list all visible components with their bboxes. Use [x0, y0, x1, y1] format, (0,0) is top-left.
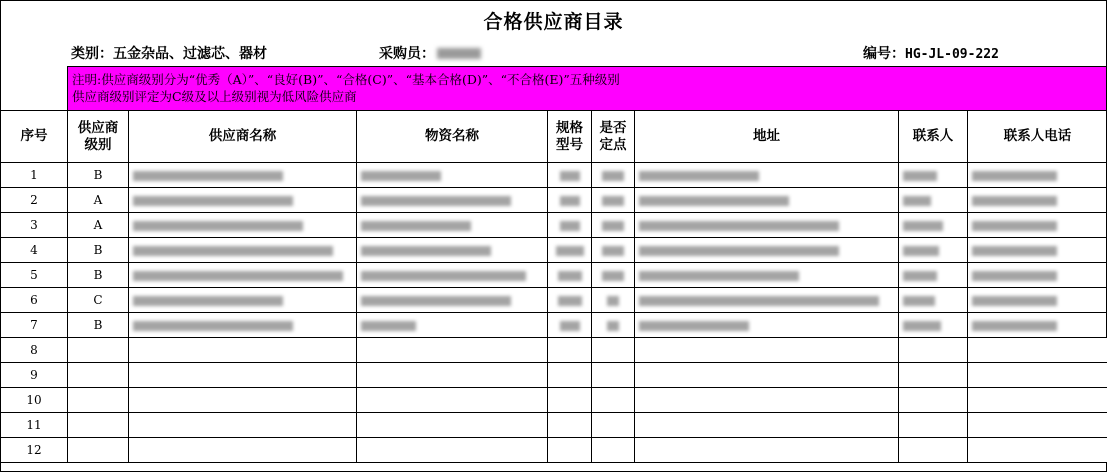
cell-grade: B	[68, 263, 129, 288]
cell-phone	[968, 338, 1107, 363]
cell-supplier	[129, 188, 357, 213]
redacted-text	[361, 321, 416, 331]
cell-phone	[968, 188, 1107, 213]
redacted-text	[361, 296, 511, 306]
header-fixed: 是否 定点	[592, 111, 635, 163]
redacted-text	[639, 246, 839, 256]
redacted-text	[972, 271, 1057, 281]
header-phone: 联系人电话	[968, 111, 1107, 163]
cell-seq: 5	[1, 263, 68, 288]
cell-supplier	[129, 313, 357, 338]
table-row	[1, 288, 1107, 313]
cell-grade: B	[68, 313, 129, 338]
cell-address	[635, 188, 899, 213]
redacted-text	[133, 296, 283, 306]
cell-contact	[899, 413, 968, 438]
cell-address	[635, 163, 899, 188]
cell-spec	[548, 438, 592, 463]
note-line-2: 供应商级别评定为C级及以上级别视为低风险供应商	[72, 89, 357, 104]
cell-spec	[548, 413, 592, 438]
redacted-text	[639, 296, 879, 306]
note-line-1: 注明:供应商级别分为“优秀（A）”、“良好(B)”、“合格(C)”、“基本合格(D)”、“不合格(E)”五种级别	[72, 72, 620, 87]
buyer-field	[379, 43, 481, 63]
redacted-text	[602, 171, 624, 181]
redacted-text	[903, 196, 931, 206]
cell-fixed	[592, 263, 635, 288]
cell-seq: 9	[1, 363, 68, 388]
cell-contact	[899, 288, 968, 313]
cell-contact	[899, 313, 968, 338]
redacted-text	[903, 221, 943, 231]
redacted-text	[607, 321, 619, 331]
cell-fixed	[592, 338, 635, 363]
table-row	[1, 413, 1107, 438]
redacted-text	[602, 196, 624, 206]
cell-address	[635, 288, 899, 313]
cell-spec	[548, 288, 592, 313]
redacted-text	[133, 271, 343, 281]
cell-contact	[899, 263, 968, 288]
redacted-text	[903, 171, 937, 181]
header-seq: 序号	[1, 111, 68, 163]
redacted-text	[639, 321, 749, 331]
cell-material	[357, 188, 548, 213]
cell-contact	[899, 388, 968, 413]
cell-fixed	[592, 288, 635, 313]
cell-seq: 3	[1, 213, 68, 238]
redacted-text	[972, 171, 1057, 181]
cell-material	[357, 163, 548, 188]
cell-grade	[68, 438, 129, 463]
cell-phone	[968, 288, 1107, 313]
supplier-table	[0, 110, 1107, 463]
code-field	[863, 43, 999, 63]
redacted-text	[556, 246, 584, 256]
cell-phone	[968, 238, 1107, 263]
cell-seq: 10	[1, 388, 68, 413]
buyer-name-redacted	[437, 48, 481, 59]
code-value: HG-JL-09-222	[905, 47, 999, 62]
redacted-text	[133, 321, 293, 331]
cell-fixed	[592, 213, 635, 238]
cell-fixed	[592, 163, 635, 188]
table-row	[1, 188, 1107, 213]
cell-phone	[968, 438, 1107, 463]
redacted-text	[972, 221, 1057, 231]
table-row	[1, 338, 1107, 363]
cell-material	[357, 288, 548, 313]
cell-grade: C	[68, 288, 129, 313]
cell-spec	[548, 263, 592, 288]
cell-fixed	[592, 188, 635, 213]
cell-supplier	[129, 413, 357, 438]
cell-contact	[899, 188, 968, 213]
cell-spec	[548, 338, 592, 363]
cell-spec	[548, 188, 592, 213]
table-row	[1, 263, 1107, 288]
cell-material	[357, 213, 548, 238]
redacted-text	[361, 196, 511, 206]
redacted-text	[558, 296, 582, 306]
cell-contact	[899, 238, 968, 263]
cell-address	[635, 313, 899, 338]
table-row	[1, 388, 1107, 413]
page-title: 合格供应商目录	[483, 11, 624, 33]
code-label: 编号：	[863, 46, 905, 62]
category-label: 类别：	[71, 46, 113, 62]
header-grade: 供应商 级别	[68, 111, 129, 163]
redacted-text	[972, 321, 1057, 331]
cell-address	[635, 363, 899, 388]
cell-grade: A	[68, 188, 129, 213]
cell-fixed	[592, 388, 635, 413]
cell-seq: 2	[1, 188, 68, 213]
cell-fixed	[592, 438, 635, 463]
cell-address	[635, 238, 899, 263]
redacted-text	[361, 221, 471, 231]
table-row	[1, 163, 1107, 188]
redacted-text	[639, 171, 759, 181]
cell-seq: 12	[1, 438, 68, 463]
redacted-text	[560, 221, 580, 231]
cell-spec	[548, 213, 592, 238]
cell-fixed	[592, 363, 635, 388]
buyer-label: 采购员：	[379, 46, 435, 62]
cell-contact	[899, 363, 968, 388]
header-address: 地址	[635, 111, 899, 163]
cell-material	[357, 363, 548, 388]
cell-contact	[899, 163, 968, 188]
redacted-text	[972, 196, 1057, 206]
cell-seq: 8	[1, 338, 68, 363]
cell-grade: B	[68, 238, 129, 263]
category-field	[71, 43, 267, 63]
cell-address	[635, 438, 899, 463]
cell-seq: 11	[1, 413, 68, 438]
redacted-text	[133, 221, 303, 231]
cell-supplier	[129, 238, 357, 263]
cell-seq: 6	[1, 288, 68, 313]
cell-contact	[899, 338, 968, 363]
header-material: 物资名称	[357, 111, 548, 163]
category-value: 五金杂品、过滤芯、器材	[113, 46, 267, 62]
cell-material	[357, 413, 548, 438]
cell-material	[357, 438, 548, 463]
cell-spec	[548, 163, 592, 188]
cell-address	[635, 413, 899, 438]
cell-phone	[968, 313, 1107, 338]
redacted-text	[560, 321, 580, 331]
redacted-text	[361, 246, 491, 256]
cell-material	[357, 338, 548, 363]
redacted-text	[903, 246, 939, 256]
header-spec: 规格 型号	[548, 111, 592, 163]
table-row	[1, 238, 1107, 263]
cell-material	[357, 388, 548, 413]
cell-address	[635, 213, 899, 238]
grade-note	[67, 66, 1106, 110]
redacted-text	[639, 196, 789, 206]
cell-grade	[68, 388, 129, 413]
cell-spec	[548, 313, 592, 338]
redacted-text	[607, 296, 619, 306]
cell-address	[635, 263, 899, 288]
cell-supplier	[129, 213, 357, 238]
redacted-text	[903, 321, 941, 331]
cell-supplier	[129, 163, 357, 188]
cell-grade: B	[68, 163, 129, 188]
redacted-text	[602, 271, 624, 281]
cell-spec	[548, 238, 592, 263]
cell-phone	[968, 388, 1107, 413]
cell-supplier	[129, 388, 357, 413]
cell-supplier	[129, 438, 357, 463]
cell-seq: 4	[1, 238, 68, 263]
cell-supplier	[129, 288, 357, 313]
redacted-text	[560, 171, 580, 181]
cell-grade	[68, 338, 129, 363]
cell-fixed	[592, 413, 635, 438]
cell-fixed	[592, 313, 635, 338]
table-row	[1, 363, 1107, 388]
cell-material	[357, 313, 548, 338]
cell-supplier	[129, 263, 357, 288]
table-row	[1, 313, 1107, 338]
redacted-text	[903, 271, 937, 281]
redacted-text	[560, 196, 580, 206]
table-row	[1, 438, 1107, 463]
cell-material	[357, 238, 548, 263]
redacted-text	[133, 171, 283, 181]
cell-seq: 7	[1, 313, 68, 338]
redacted-text	[972, 246, 1057, 256]
redacted-text	[972, 296, 1057, 306]
cell-address	[635, 338, 899, 363]
cell-fixed	[592, 238, 635, 263]
cell-material	[357, 263, 548, 288]
table-header-row	[1, 111, 1107, 163]
table-row	[1, 213, 1107, 238]
redacted-text	[602, 246, 624, 256]
cell-phone	[968, 213, 1107, 238]
cell-phone	[968, 163, 1107, 188]
cell-phone	[968, 363, 1107, 388]
redacted-text	[133, 246, 333, 256]
cell-grade	[68, 413, 129, 438]
redacted-text	[903, 296, 935, 306]
redacted-text	[133, 196, 293, 206]
cell-phone	[968, 413, 1107, 438]
redacted-text	[361, 171, 441, 181]
cell-address	[635, 388, 899, 413]
cell-grade: A	[68, 213, 129, 238]
cell-spec	[548, 388, 592, 413]
cell-seq: 1	[1, 163, 68, 188]
header-supplier: 供应商名称	[129, 111, 357, 163]
cell-phone	[968, 263, 1107, 288]
redacted-text	[602, 221, 624, 231]
redacted-text	[639, 271, 799, 281]
redacted-text	[361, 271, 526, 281]
cell-supplier	[129, 363, 357, 388]
cell-grade	[68, 363, 129, 388]
cell-spec	[548, 363, 592, 388]
cell-contact	[899, 438, 968, 463]
header-contact: 联系人	[899, 111, 968, 163]
redacted-text	[558, 271, 582, 281]
redacted-text	[639, 221, 839, 231]
cell-supplier	[129, 338, 357, 363]
cell-contact	[899, 213, 968, 238]
